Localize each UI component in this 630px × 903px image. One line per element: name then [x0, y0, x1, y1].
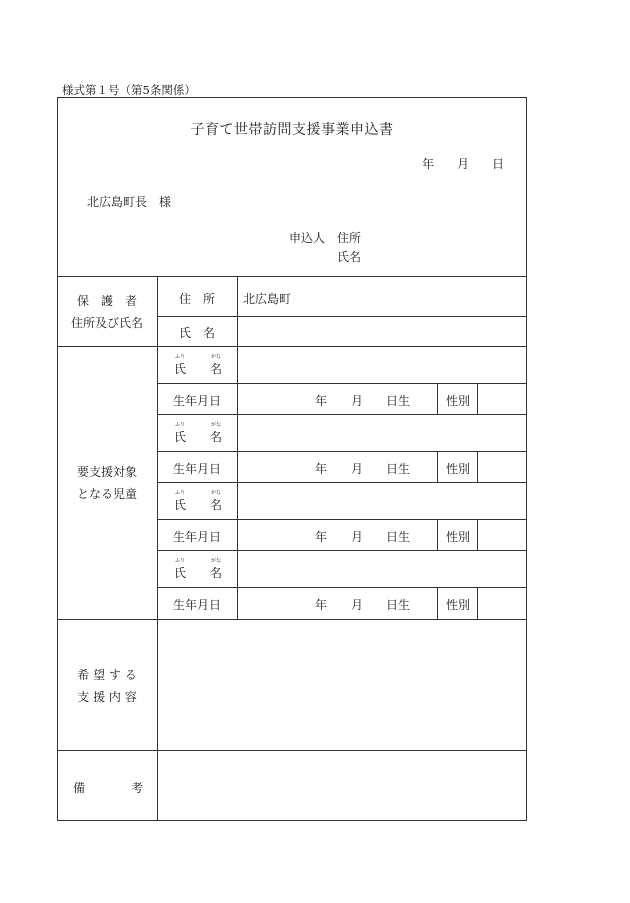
child1-birth-label: 生年月日: [173, 394, 222, 408]
guardian-address-value[interactable]: 北広島町: [243, 292, 292, 306]
child4-birth-month: 月: [351, 598, 364, 612]
divider-support-section: [57, 750, 527, 751]
child1-birth-year: 年: [315, 394, 328, 408]
children-section-line1: 要支援対象: [76, 465, 137, 479]
form-number: 様式第１号（第5条関係）: [62, 83, 196, 97]
child3-birth-year: 年: [315, 530, 328, 544]
child3-birth-label: 生年月日: [173, 530, 222, 544]
applicant-label: 申込人: [289, 231, 326, 245]
divider-gender-right-4: [477, 587, 478, 619]
divider-child4-name: [157, 587, 527, 588]
divider-child2-name: [157, 451, 527, 452]
child2-furigana1: ふり: [175, 422, 186, 428]
divider-gender-right-3: [477, 519, 478, 550]
divider-child2-birth: [157, 482, 527, 483]
child2-birth-day: 日生: [386, 462, 411, 476]
divider-gender-left-1: [437, 383, 438, 414]
remarks-label-char2: 考: [131, 781, 144, 795]
form-title: 子育て世帯訪問支援事業申込書: [190, 122, 394, 138]
remarks-label-char1: 備: [73, 781, 86, 795]
child3-name-char2: 名: [210, 498, 223, 512]
guardian-name-label: 氏 名: [179, 326, 216, 340]
guardian-section-line2: 住所及び氏名: [70, 316, 143, 330]
child4-birth-year: 年: [315, 598, 328, 612]
divider-top-section: [57, 276, 527, 277]
divider-child3-name: [157, 519, 527, 520]
child4-furigana1: ふり: [175, 558, 186, 564]
child4-name-char2: 名: [210, 566, 223, 580]
divider-guardian-row: [157, 316, 527, 317]
divider-child1-birth: [157, 414, 527, 415]
child4-gender-label: 性別: [446, 598, 471, 612]
divider-child1-name: [157, 383, 527, 384]
children-section-label: [57, 461, 157, 505]
divider-gender-right-2: [477, 451, 478, 482]
date-year: 年: [422, 157, 435, 171]
child3-furigana1: ふり: [175, 490, 186, 496]
child2-gender-label: 性別: [446, 462, 471, 476]
guardian-section-label: [57, 290, 157, 334]
guardian-section-line1: 保 護 者: [76, 294, 137, 308]
child1-gender-label: 性別: [446, 394, 471, 408]
child3-gender-label: 性別: [446, 530, 471, 544]
divider-field-column: [237, 276, 238, 619]
child4-birth-label: 生年月日: [173, 598, 222, 612]
child4-name-char1: 氏: [174, 566, 187, 580]
child3-birth-month: 月: [351, 530, 364, 544]
child1-birth-month: 月: [351, 394, 364, 408]
support-section-line2: 支 援 内 容: [77, 690, 137, 704]
child1-furigana1: ふり: [175, 354, 186, 360]
date-day: 日: [492, 157, 505, 171]
child2-name-char1: 氏: [174, 430, 187, 444]
divider-gender-right-1: [477, 383, 478, 414]
applicant-address-label: 住所: [337, 231, 362, 245]
child2-birth-month: 月: [351, 462, 364, 476]
child3-birth-day: 日生: [386, 530, 411, 544]
child1-furigana2: がな: [211, 354, 222, 360]
child3-name-char1: 氏: [174, 498, 187, 512]
child4-furigana2: がな: [211, 558, 222, 564]
child1-birth-day: 日生: [386, 394, 411, 408]
child1-name-char2: 名: [210, 362, 223, 376]
divider-guardian-section: [57, 346, 527, 347]
support-section-label: [57, 664, 157, 708]
child1-name-char1: 氏: [174, 362, 187, 376]
child2-name-char2: 名: [210, 430, 223, 444]
children-section-line2: となる児童: [76, 487, 137, 501]
addressee: 北広島町長 様: [87, 195, 172, 209]
divider-gender-left-4: [437, 587, 438, 619]
divider-label-column: [157, 276, 158, 821]
child2-birth-label: 生年月日: [173, 462, 222, 476]
divider-child3-birth: [157, 550, 527, 551]
child2-birth-year: 年: [315, 462, 328, 476]
divider-children-section: [57, 619, 527, 620]
date-month: 月: [457, 157, 470, 171]
divider-gender-left-2: [437, 451, 438, 482]
applicant-name-label: 氏名: [337, 250, 362, 264]
guardian-address-label: 住 所: [179, 292, 216, 306]
child4-birth-day: 日生: [386, 598, 411, 612]
child3-furigana2: がな: [211, 490, 222, 496]
support-section-line1: 希 望 す る: [77, 668, 137, 682]
child2-furigana2: がな: [211, 422, 222, 428]
divider-gender-left-3: [437, 519, 438, 550]
